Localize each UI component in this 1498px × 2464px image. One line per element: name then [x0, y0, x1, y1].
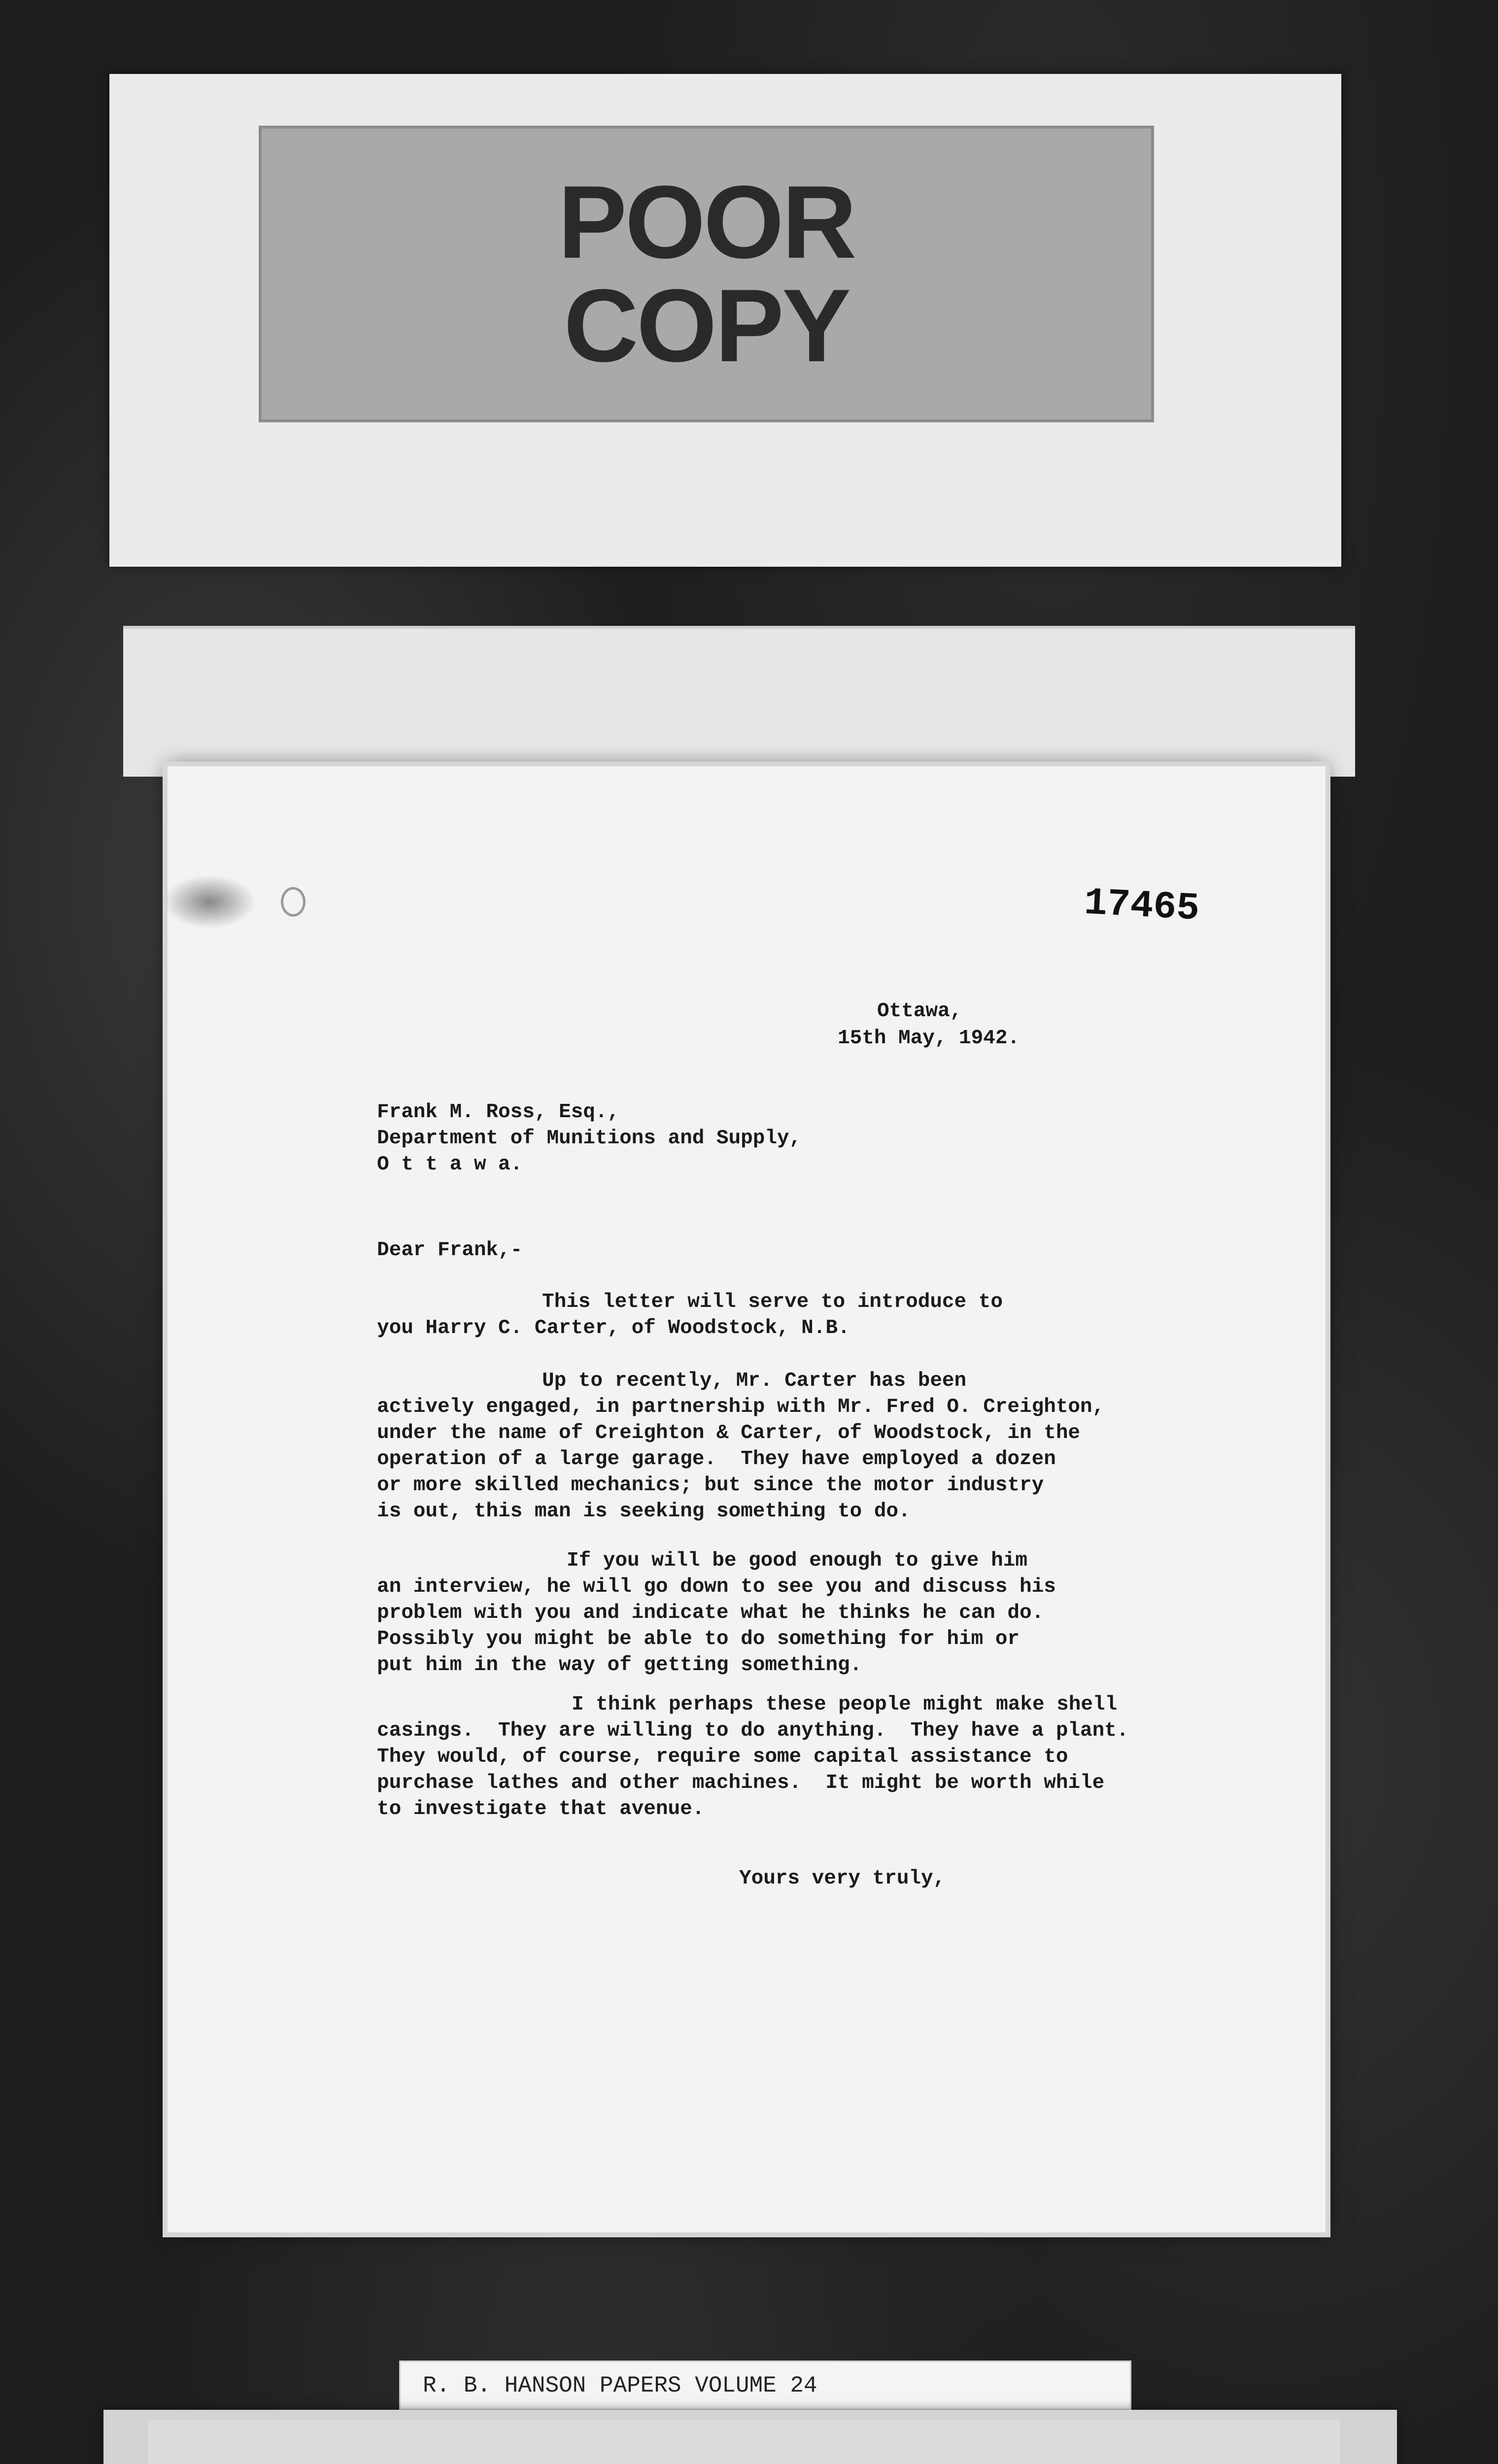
paragraph-line: under the name of Creighton & Carter, of Woodstock, in the [377, 1422, 1081, 1444]
paragraph-line: If you will be good enough to give him [567, 1549, 1027, 1572]
stamp-line-1: POOR [558, 164, 855, 280]
archives-stamp [103, 2410, 1397, 2464]
paragraph-line: This letter will serve to introduce to [542, 1291, 1003, 1313]
letter-place: Ottawa, [877, 1000, 962, 1023]
ink-smudge [163, 875, 256, 929]
paragraph-line: or more skilled mechanics; but since the motor industry [377, 1474, 1044, 1497]
paragraph-line: to investigate that avenue. [377, 1798, 705, 1820]
poor-copy-stamp [259, 126, 1154, 422]
paragraph-line: an interview, he will go down to see you and discuss his [377, 1575, 1056, 1598]
paragraph-line: I think perhaps these people might make shell [572, 1693, 1118, 1716]
volume-label [399, 2361, 1131, 2410]
salutation: Dear Frank,- [377, 1239, 523, 1262]
recipient-line: O t t a w a. [377, 1153, 523, 1176]
paragraph-line: purchase lathes and other machines. It might be worth while [377, 1772, 1105, 1794]
letter-date: 15th May, 1942. [838, 1027, 1020, 1050]
paragraph-line: Possibly you might be able to do something for him or [377, 1628, 1020, 1650]
punch-hole [281, 887, 306, 917]
recipient-line: Frank M. Ross, Esq., [377, 1101, 620, 1124]
archives-panel [148, 2420, 1340, 2464]
paragraph-line: you Harry C. Carter, of Woodstock, N.B. [377, 1317, 850, 1339]
file-number: 17465 [1083, 881, 1201, 931]
paragraph-line: is out, this man is seeking something to do. [377, 1500, 911, 1523]
paragraph-line: They would, of course, require some capital assistance to [377, 1745, 1068, 1768]
paragraph-line: put him in the way of getting something. [377, 1654, 862, 1677]
volume-label-text: R. B. HANSON PAPERS VOLUME 24 [423, 2373, 817, 2398]
recipient-line: Department of Munitions and Supply, [377, 1127, 802, 1150]
paragraph-line: problem with you and indicate what he thinks he can do. [377, 1602, 1044, 1624]
folder-fold [123, 626, 1355, 777]
stamp-line-2: COPY [563, 268, 850, 383]
closing: Yours very truly, [739, 1867, 946, 1890]
paragraph-line: Up to recently, Mr. Carter has been [542, 1369, 967, 1392]
paragraph-line: operation of a large garage. They have employed a dozen [377, 1448, 1056, 1471]
paragraph-line: actively engaged, in partnership with Mr. Fred O. Creighton, [377, 1396, 1105, 1418]
paragraph-line: casings. They are willing to do anything. They have a plant. [377, 1719, 1129, 1742]
